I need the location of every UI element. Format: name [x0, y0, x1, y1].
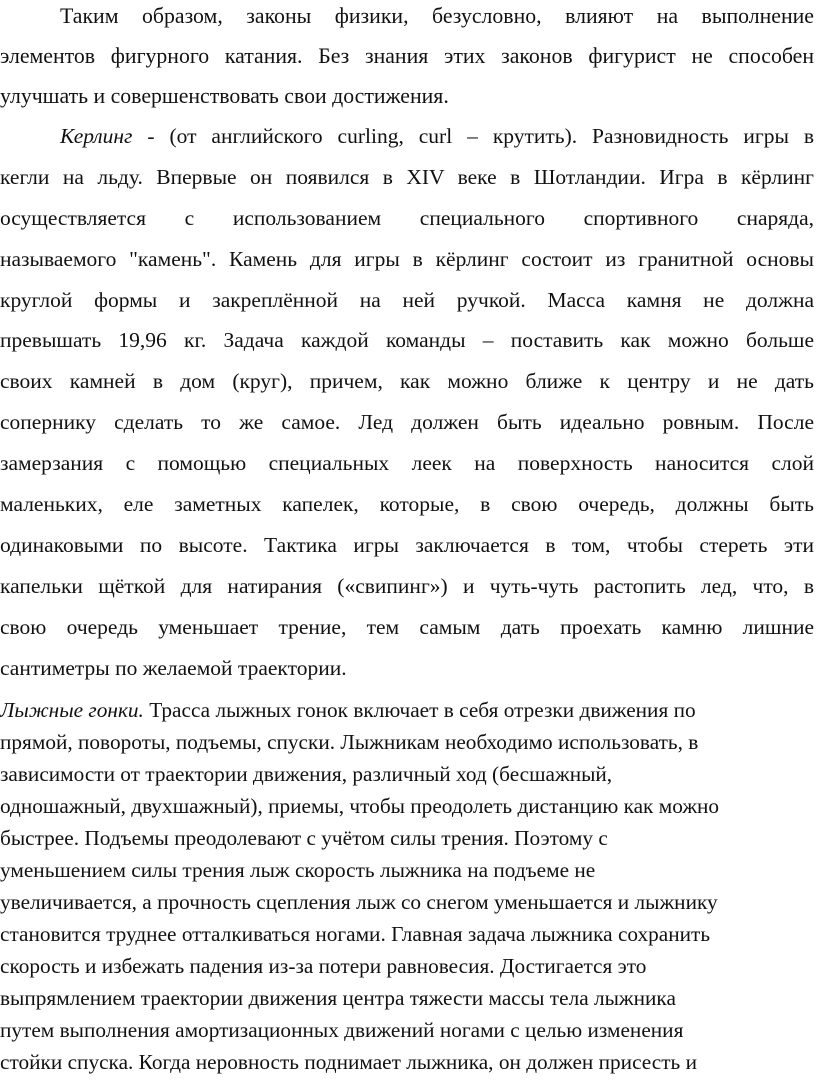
text-line: маленьких, еле заметных капелек, которые, в свою очередь, должны быть: [0, 492, 814, 516]
text-line: одинаковыми по высоте. Тактика игры заключается в том, чтобы стереть эти: [0, 533, 814, 557]
text-line: [0, 698, 696, 723]
text-line: становится труднее отталкиваться ногами. Главная задача лыжника сохранить: [0, 922, 711, 946]
text-line: свою очередь уменьшает трение, тем самым дать проехать камню лишние: [0, 615, 814, 639]
text-line: капельки щёткой для натирания («свипинг») и чуть-чуть растопить лед, что, в: [0, 574, 814, 598]
text-line: путем выполнения амортизационных движений ногами с целью изменения: [0, 1018, 684, 1042]
text-line: одношажный, двухшажный), приемы, чтобы преодолеть дистанцию как можно: [0, 794, 720, 818]
text-line: своих камней в дом (круг), причем, как можно ближе к центру и не дать: [0, 369, 814, 393]
text-line: увеличивается, а прочность сцепления лыж со снегом уменьшается и лыжнику: [0, 890, 718, 914]
text-line: [60, 124, 814, 149]
text-line: сантиметры по желаемой траектории.: [0, 656, 347, 680]
text-line: выпрямлением траектории движения центра тяжести массы тела лыжника: [0, 986, 676, 1010]
text-line: улучшать и совершенствовать свои достижения.: [0, 84, 449, 108]
text-line: замерзания с помощью специальных леек на поверхность наносится слой: [0, 451, 814, 475]
text-line: элементов фигурного катания. Без знания этих законов фигурист не способен: [0, 44, 814, 68]
text-line: зависимости от траектории движения, различный ход (бесшажный,: [0, 762, 613, 786]
text-line: стойки спуска. Когда неровность поднимает лыжника, он должен присесть и: [0, 1050, 697, 1074]
text-line: скорость и избежать падения из-за потери равновесия. Достигается это: [0, 954, 647, 978]
text-line: сопернику сделать то же самое. Лед должен быть идеально ровным. После: [0, 410, 814, 434]
text-line: называемого "камень". Камень для игры в кёрлинг состоит из гранитной основы: [0, 247, 814, 271]
text-line: уменьшением силы трения лыж скорость лыжника на подъеме не: [0, 858, 596, 882]
text-line: превышать 19,96 кг. Задача каждой команды – поставить как можно больше: [0, 328, 814, 352]
text-span: - (от английского curling, curl – крутить). Разновидность игры в: [132, 124, 814, 148]
text-line: прямой, повороты, подъемы, спуски. Лыжникам необходимо использовать, в: [0, 730, 699, 754]
text-line: осуществляется с использованием специального спортивного снаряда,: [0, 206, 814, 230]
text-span: Трасса лыжных гонок включает в себя отрезки движения по: [143, 698, 696, 722]
text-line: кегли на льду. Впервые он появился в XIV веке в Шотландии. Игра в кёрлинг: [0, 165, 814, 189]
term-curling: Керлинг: [60, 124, 133, 148]
text-line: круглой формы и закреплённой на ней ручкой. Масса камня не должна: [0, 288, 814, 312]
term-ski-racing: Лыжные гонки.: [0, 698, 144, 722]
text-line: быстрее. Подъемы преодолевают с учётом силы трения. Поэтому с: [0, 826, 608, 850]
text-line: Таким образом, законы физики, безусловно, влияют на выполнение: [60, 4, 814, 28]
